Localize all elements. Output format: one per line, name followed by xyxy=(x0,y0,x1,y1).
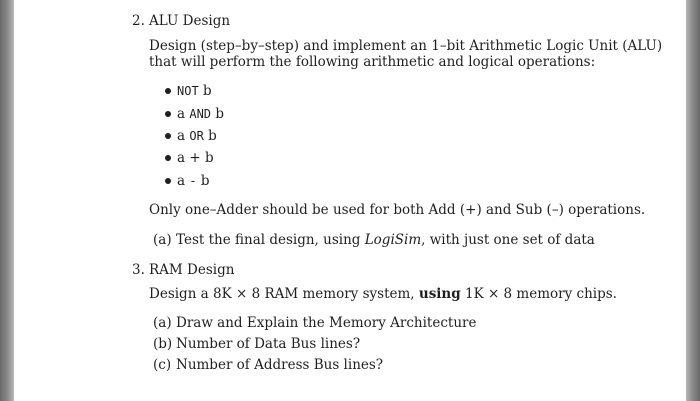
bullet-icon xyxy=(165,133,171,139)
operation-post: b xyxy=(198,83,212,99)
section-3-intro xyxy=(149,286,617,302)
operation-keyword: AND xyxy=(189,107,212,121)
operation-item xyxy=(177,128,217,144)
operation-pre: a xyxy=(177,128,190,144)
ram-line-post: 1K × 8 memory chips. xyxy=(460,286,617,302)
section-2-intro-line-1: Design (step–by–step) and implement an 1–bit Arithmetic Logic Unit (ALU) xyxy=(149,38,663,54)
ram-line-pre: Design a 8K × 8 RAM memory system, xyxy=(149,286,419,302)
operation-pre: a xyxy=(177,106,190,122)
part-text: Number of Address Bus lines? xyxy=(176,357,384,373)
part-text: Draw and Explain the Memory Architecture xyxy=(176,315,477,331)
document-page xyxy=(14,0,686,401)
part-text: Number of Data Bus lines? xyxy=(176,336,361,352)
operation-item xyxy=(177,173,210,189)
part-a-pre: Test the final design, using xyxy=(176,232,365,248)
section-3-title: RAM Design xyxy=(149,262,235,278)
part-a-text xyxy=(176,232,595,248)
page-edge-right xyxy=(686,0,700,401)
part-a-post: , with just one set of data xyxy=(421,232,595,248)
operation-post: b xyxy=(203,128,217,144)
operation-keyword: NOT xyxy=(177,84,199,98)
bullet-icon xyxy=(165,88,171,94)
operation-post: b xyxy=(200,150,214,166)
operation-item xyxy=(177,150,214,166)
bullet-icon xyxy=(165,111,171,117)
section-2-intro-line-2: that will perform the following arithmetic and logical operations: xyxy=(149,54,596,70)
part-label: (a) xyxy=(153,315,172,331)
ram-line-bold: using xyxy=(418,286,461,302)
bullet-icon xyxy=(165,178,171,184)
logisim-tool-name: LogiSim xyxy=(364,232,422,248)
bullet-icon xyxy=(165,155,171,161)
page-edge-left xyxy=(0,0,14,401)
operation-item xyxy=(177,83,212,99)
adder-note: Only one–Adder should be used for both Add (+) and Sub (–) operations. xyxy=(149,202,646,218)
operation-keyword: + xyxy=(189,150,201,166)
section-2-title: ALU Design xyxy=(149,13,231,29)
operation-pre: a xyxy=(177,150,190,166)
operation-keyword: OR xyxy=(189,129,204,143)
section-3-number: 3. xyxy=(132,262,145,278)
operation-item xyxy=(177,106,224,122)
section-2-number: 2. xyxy=(132,13,145,29)
operation-keyword: - xyxy=(189,174,197,188)
operation-post: b xyxy=(211,106,224,122)
part-label: (c) xyxy=(153,357,172,373)
part-label: (b) xyxy=(153,336,173,352)
operation-post: b xyxy=(196,173,210,189)
part-a-label: (a) xyxy=(153,232,172,248)
operation-pre: a xyxy=(177,173,190,189)
